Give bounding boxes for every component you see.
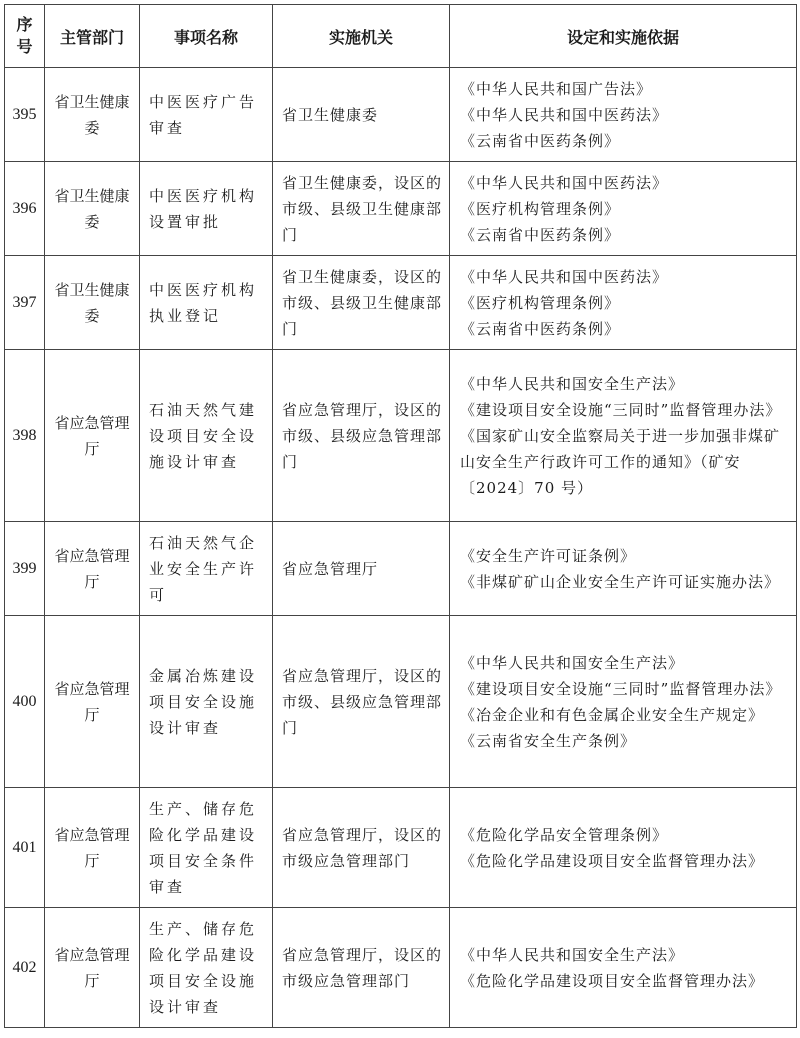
row-item: 生产、储存危险化学品建设项目安全设施设计审查	[140, 908, 273, 1028]
table-row	[5, 162, 797, 256]
basis-line: 《中华人民共和国中医药法》	[460, 267, 669, 286]
row-dept: 省应急管理厅	[45, 522, 140, 616]
row-basis	[450, 68, 797, 162]
basis-line: 《中华人民共和国安全生产法》	[460, 374, 685, 393]
basis-line: 《云南省中医药条例》	[460, 131, 621, 150]
row-org: 省卫生健康委	[273, 68, 450, 162]
basis-line: 《建设项目安全设施“三同时”监督管理办法》	[460, 400, 782, 419]
row-item: 石油天然气企业安全生产许可	[140, 522, 273, 616]
row-basis	[450, 256, 797, 350]
row-dept: 省卫生健康委	[45, 68, 140, 162]
basis-line: 《冶金企业和有色金属企业安全生产规定》	[460, 705, 765, 724]
basis-line: 《中华人民共和国中医药法》	[460, 105, 669, 124]
row-number: 401	[5, 788, 45, 908]
row-number: 400	[5, 616, 45, 788]
row-item: 石油天然气建设项目安全设施设计审查	[140, 350, 273, 522]
row-dept: 省卫生健康委	[45, 256, 140, 350]
row-basis	[450, 162, 797, 256]
row-dept: 省应急管理厅	[45, 788, 140, 908]
basis-line: 《建设项目安全设施“三同时”监督管理办法》	[460, 679, 782, 698]
table-body	[5, 68, 797, 1028]
row-dept: 省卫生健康委	[45, 162, 140, 256]
basis-line: 《医疗机构管理条例》	[460, 293, 621, 312]
basis-line: 《医疗机构管理条例》	[460, 199, 621, 218]
row-org: 省卫生健康委，设区的市级、县级卫生健康部门	[273, 256, 450, 350]
row-item: 生产、储存危险化学品建设项目安全条件审查	[140, 788, 273, 908]
basis-line: 《危险化学品安全管理条例》	[460, 825, 669, 844]
header-dept: 主管部门	[45, 5, 140, 68]
table-header-row	[5, 5, 797, 68]
basis-line: 《危险化学品建设项目安全监督管理办法》	[460, 851, 765, 870]
basis-line: 《云南省安全生产条例》	[460, 731, 637, 750]
basis-line: 《中华人民共和国广告法》	[460, 79, 653, 98]
table-row	[5, 256, 797, 350]
row-number: 398	[5, 350, 45, 522]
row-item: 中医医疗广告审查	[140, 68, 273, 162]
header-org: 实施机关	[273, 5, 450, 68]
approval-items-table	[4, 4, 797, 1028]
row-number: 396	[5, 162, 45, 256]
basis-line: 《国家矿山安全监察局关于进一步加强非煤矿山安全生产行政许可工作的通知》（矿安〔2024〕70 号）	[460, 426, 781, 497]
row-number: 397	[5, 256, 45, 350]
basis-line: 《非煤矿矿山企业安全生产许可证实施办法》	[460, 572, 781, 591]
basis-line: 《云南省中医药条例》	[460, 319, 621, 338]
row-basis	[450, 616, 797, 788]
row-org: 省应急管理厅，设区的市级应急管理部门	[273, 788, 450, 908]
table-row	[5, 350, 797, 522]
row-org: 省应急管理厅，设区的市级应急管理部门	[273, 908, 450, 1028]
row-number: 395	[5, 68, 45, 162]
header-basis: 设定和实施依据	[450, 5, 797, 68]
table-row	[5, 616, 797, 788]
row-org: 省卫生健康委，设区的市级、县级卫生健康部门	[273, 162, 450, 256]
row-dept: 省应急管理厅	[45, 350, 140, 522]
row-dept: 省应急管理厅	[45, 616, 140, 788]
basis-line: 《中华人民共和国安全生产法》	[460, 653, 685, 672]
table-row	[5, 68, 797, 162]
row-org: 省应急管理厅，设区的市级、县级应急管理部门	[273, 616, 450, 788]
table-row	[5, 788, 797, 908]
row-basis	[450, 788, 797, 908]
basis-line: 《安全生产许可证条例》	[460, 546, 637, 565]
row-number: 402	[5, 908, 45, 1028]
table-row	[5, 522, 797, 616]
basis-line: 《中华人民共和国中医药法》	[460, 173, 669, 192]
row-basis	[450, 350, 797, 522]
header-seq: 序号	[5, 5, 45, 68]
row-basis	[450, 522, 797, 616]
row-item: 金属冶炼建设项目安全设施设计审查	[140, 616, 273, 788]
row-item: 中医医疗机构设置审批	[140, 162, 273, 256]
row-org: 省应急管理厅，设区的市级、县级应急管理部门	[273, 350, 450, 522]
basis-line: 《中华人民共和国安全生产法》	[460, 945, 685, 964]
row-number: 399	[5, 522, 45, 616]
row-item: 中医医疗机构执业登记	[140, 256, 273, 350]
basis-line: 《危险化学品建设项目安全监督管理办法》	[460, 971, 765, 990]
row-basis	[450, 908, 797, 1028]
row-org: 省应急管理厅	[273, 522, 450, 616]
row-dept: 省应急管理厅	[45, 908, 140, 1028]
table-row	[5, 908, 797, 1028]
header-item: 事项名称	[140, 5, 273, 68]
basis-line: 《云南省中医药条例》	[460, 225, 621, 244]
